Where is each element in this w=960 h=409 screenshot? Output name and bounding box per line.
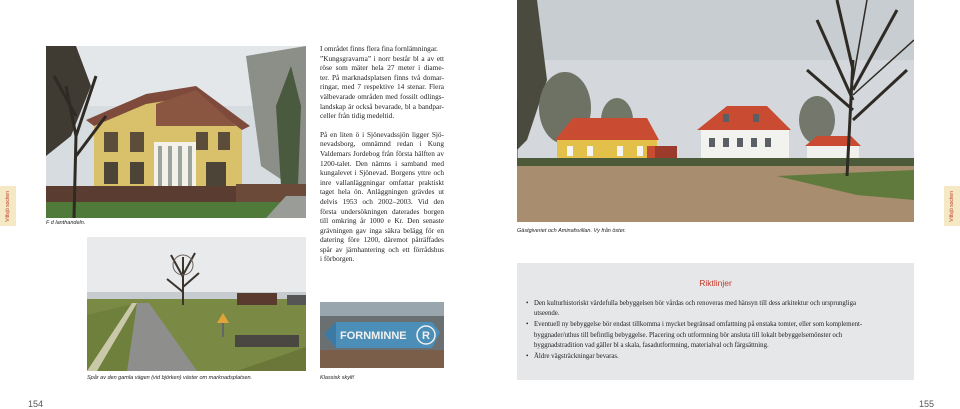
- svg-text:R: R: [422, 330, 430, 342]
- text-line: första undersökningen daterades borgen: [320, 206, 444, 216]
- side-tab-label: Vittsjö socken: [949, 190, 955, 222]
- text-line: celler från tidig medeltid.: [320, 111, 395, 121]
- text-line: På en liten ö i Sjönevadssjön ligger Sjö-: [320, 129, 444, 139]
- bullet-icon: •: [526, 300, 529, 307]
- text-line: ringar, med 7 respektive 14 stenar. Flera: [320, 82, 444, 92]
- text-line: till omkring år 1000 e Kr. Den senaste: [320, 216, 444, 226]
- sign-text: FORNMINNE: [340, 330, 407, 342]
- text-line: I området finns flera fina fornlämningar.: [320, 44, 438, 53]
- photo-caption: Klassisk skylt!: [320, 375, 355, 381]
- text-line: röse som mäter hela 27 meter i diame-: [320, 63, 444, 73]
- text-line: 1200-talet. Den nämns i samband med: [320, 158, 444, 168]
- page-number-left: 154: [28, 399, 44, 409]
- paragraph: [320, 130, 444, 264]
- guideline-line: Äldre vägsträckningar bevaras.: [534, 353, 619, 361]
- text-column: [320, 44, 444, 264]
- guideline-item: [526, 320, 906, 351]
- yellow-house-photo: [46, 46, 306, 218]
- guideline-line: Den kulturhistoriskt värdefulla bebyggelsen bör vårdas och renoveras med hänsyn till dess arkitektur och ursprungliga: [534, 300, 857, 307]
- country-road-photo: [87, 237, 306, 371]
- side-tab-label: Vittsjö socken: [5, 190, 11, 222]
- text-line: Valdemars Jordebog från första hälften av: [320, 148, 444, 158]
- bullet-icon: •: [526, 353, 529, 361]
- text-line: ter. På marknadsplatsen finns två domar-: [320, 72, 444, 82]
- manor-houses-photo: [517, 0, 914, 222]
- photo-caption: F d lanthandeln.: [46, 220, 86, 226]
- text-line: kungalevet i Sjönevad. Borgens yttre och: [320, 168, 444, 178]
- guideline-line: byggnadstradition vad gäller bl a skala, fasadutformning, materialval och färgsättning.: [534, 341, 769, 349]
- guideline-item: [526, 299, 906, 319]
- guidelines-list: [526, 299, 906, 363]
- guideline-line: byggnader/uthus till befintlig bebyggelse. Placering och utformning bör ansluta till lokalt bebyggelsemönster och: [534, 331, 843, 339]
- guideline-line: Eventuell ny bebyggelse bör endast tillkomma i mycket begränsad omfattning på enstaka tomter, eller som komplement-: [534, 321, 863, 329]
- text-line: inre vallanläggningar omfattar praktiskt: [320, 177, 444, 187]
- guidelines-title: Riktlinjer: [699, 278, 732, 288]
- paragraph: [320, 44, 444, 121]
- text-line: taget hela ön. Anläggningen grävdes ut: [320, 187, 444, 197]
- text-line: delvis 1953 och 2002–2003. Vid den: [320, 196, 444, 206]
- side-tab-right: [944, 186, 960, 226]
- text-line: landskap är också bevarade, bl a bandpar-: [320, 101, 444, 111]
- photo-caption: Spår av den gamla vägen (vid björken) väster om marknadsplatsen.: [87, 375, 253, 381]
- text-line: datering före 1200, däremot påträffades: [320, 235, 444, 245]
- bullet-icon: •: [526, 321, 529, 329]
- guideline-line: utseende.: [534, 310, 560, 318]
- text-line: nevadsborg, omnämnd redan i Kung: [320, 139, 444, 149]
- fornminne-sign-photo: [320, 302, 444, 368]
- text-line: ”Kungsgravarna” i norr består bl a av ett: [320, 53, 444, 63]
- text-line: grävningen gav inga säkra belägg för en: [320, 225, 444, 235]
- page-number-right: 155: [919, 399, 935, 409]
- guidelines-box: [517, 263, 914, 380]
- photo-caption: Gästgiveriet och Aminafsvillan. Vy från öster.: [517, 228, 626, 234]
- side-tab-left: [0, 186, 16, 226]
- text-line: i förborgen.: [320, 254, 355, 264]
- text-line: välbevarade områden med fossilt odlings-: [320, 91, 444, 101]
- text-line: spår av järnhantering och ett förrådshus: [320, 244, 444, 254]
- guideline-item: [526, 352, 906, 362]
